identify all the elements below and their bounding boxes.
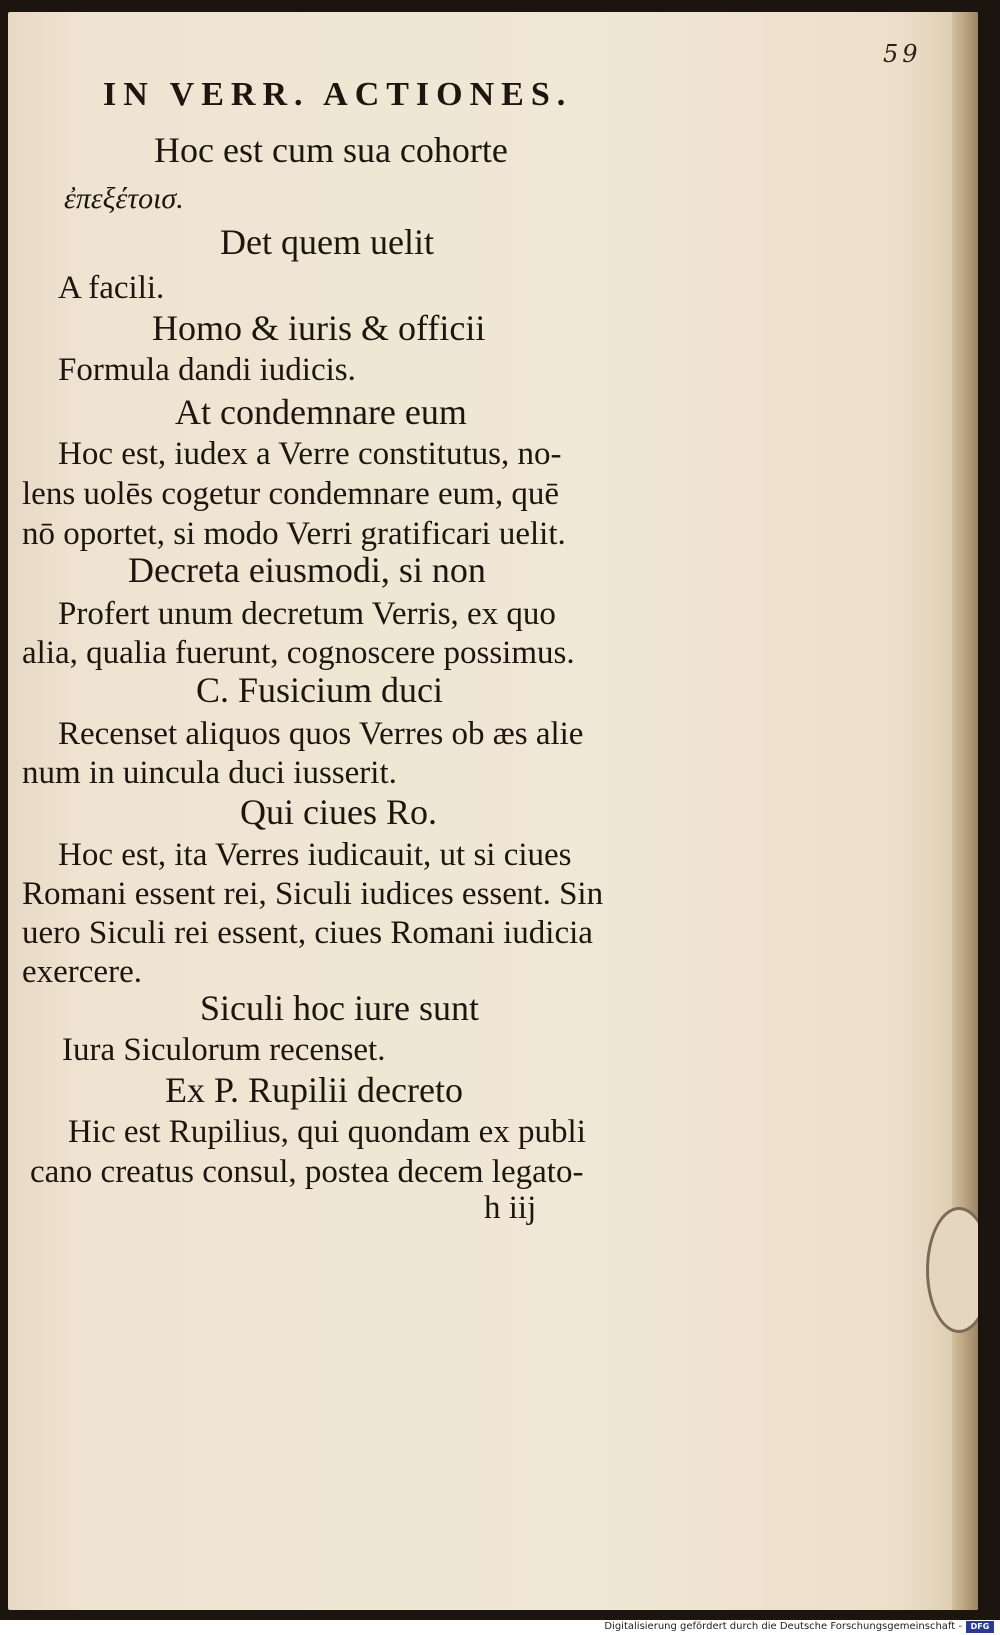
text-line: Romani essent rei, Siculi iudices essent. Sin xyxy=(22,876,604,912)
text-line: Hic est Rupilius, qui quondam ex publi xyxy=(68,1114,586,1150)
text-line: num in uincula duci iusserit. xyxy=(22,755,397,791)
folio-number: 59 xyxy=(883,40,922,68)
text-line: Decreta eiusmodi, si non xyxy=(128,550,486,590)
text-line: C. Fusicium duci xyxy=(196,670,444,710)
text-line: Hoc est cum sua cohorte xyxy=(154,130,508,170)
dfg-logo: DFG xyxy=(966,1621,994,1633)
text-line: Siculi hoc iure sunt xyxy=(200,988,479,1028)
page-clip-mark xyxy=(926,1207,978,1333)
text-line: Det quem uelit xyxy=(220,222,434,262)
text-line: Recenset aliquos quos Verres ob æs alie xyxy=(58,716,584,752)
text-line: Ex P. Rupilii decreto xyxy=(165,1070,463,1110)
text-line: A facili. xyxy=(58,270,165,306)
greek-line: ἐπεξέτοισ. xyxy=(64,182,184,215)
text-line: Hoc est, iudex a Verre constitutus, no- xyxy=(58,436,562,472)
book-page xyxy=(8,12,978,1610)
page-edge xyxy=(952,12,978,1610)
text-line: Profert unum decretum Verris, ex quo xyxy=(58,596,556,632)
running-head: IN VERR. ACTIONES. xyxy=(103,76,573,113)
text-line: Homo & iuris & officii xyxy=(152,308,486,348)
text-line: lens uolēs cogetur condemnare eum, quē xyxy=(22,476,559,512)
text-line: alia, qualia fuerunt, cognoscere possimus. xyxy=(22,635,575,671)
text-line: exercere. xyxy=(22,954,142,990)
text-line: nō oportet, si modo Verri gratificari uelit. xyxy=(22,516,566,552)
text-line: uero Siculi rei essent, ciues Romani iudicia xyxy=(22,915,593,951)
signature-mark: h iij xyxy=(484,1190,537,1226)
text-line: Formula dandi iudicis. xyxy=(58,352,356,388)
text-line: Qui ciues Ro. xyxy=(240,792,437,832)
text-line: Hoc est, ita Verres iudicauit, ut si ciues xyxy=(58,837,572,873)
footer-credit: Digitalisierung gefördert durch die Deutsche Forschungsgemeinschaft - xyxy=(604,1621,962,1632)
text-line: At condemnare eum xyxy=(175,392,467,432)
text-line: Iura Siculorum recenset. xyxy=(62,1032,386,1068)
digitization-footer xyxy=(0,1620,1000,1635)
text-line: cano creatus consul, postea decem legato- xyxy=(30,1154,584,1190)
